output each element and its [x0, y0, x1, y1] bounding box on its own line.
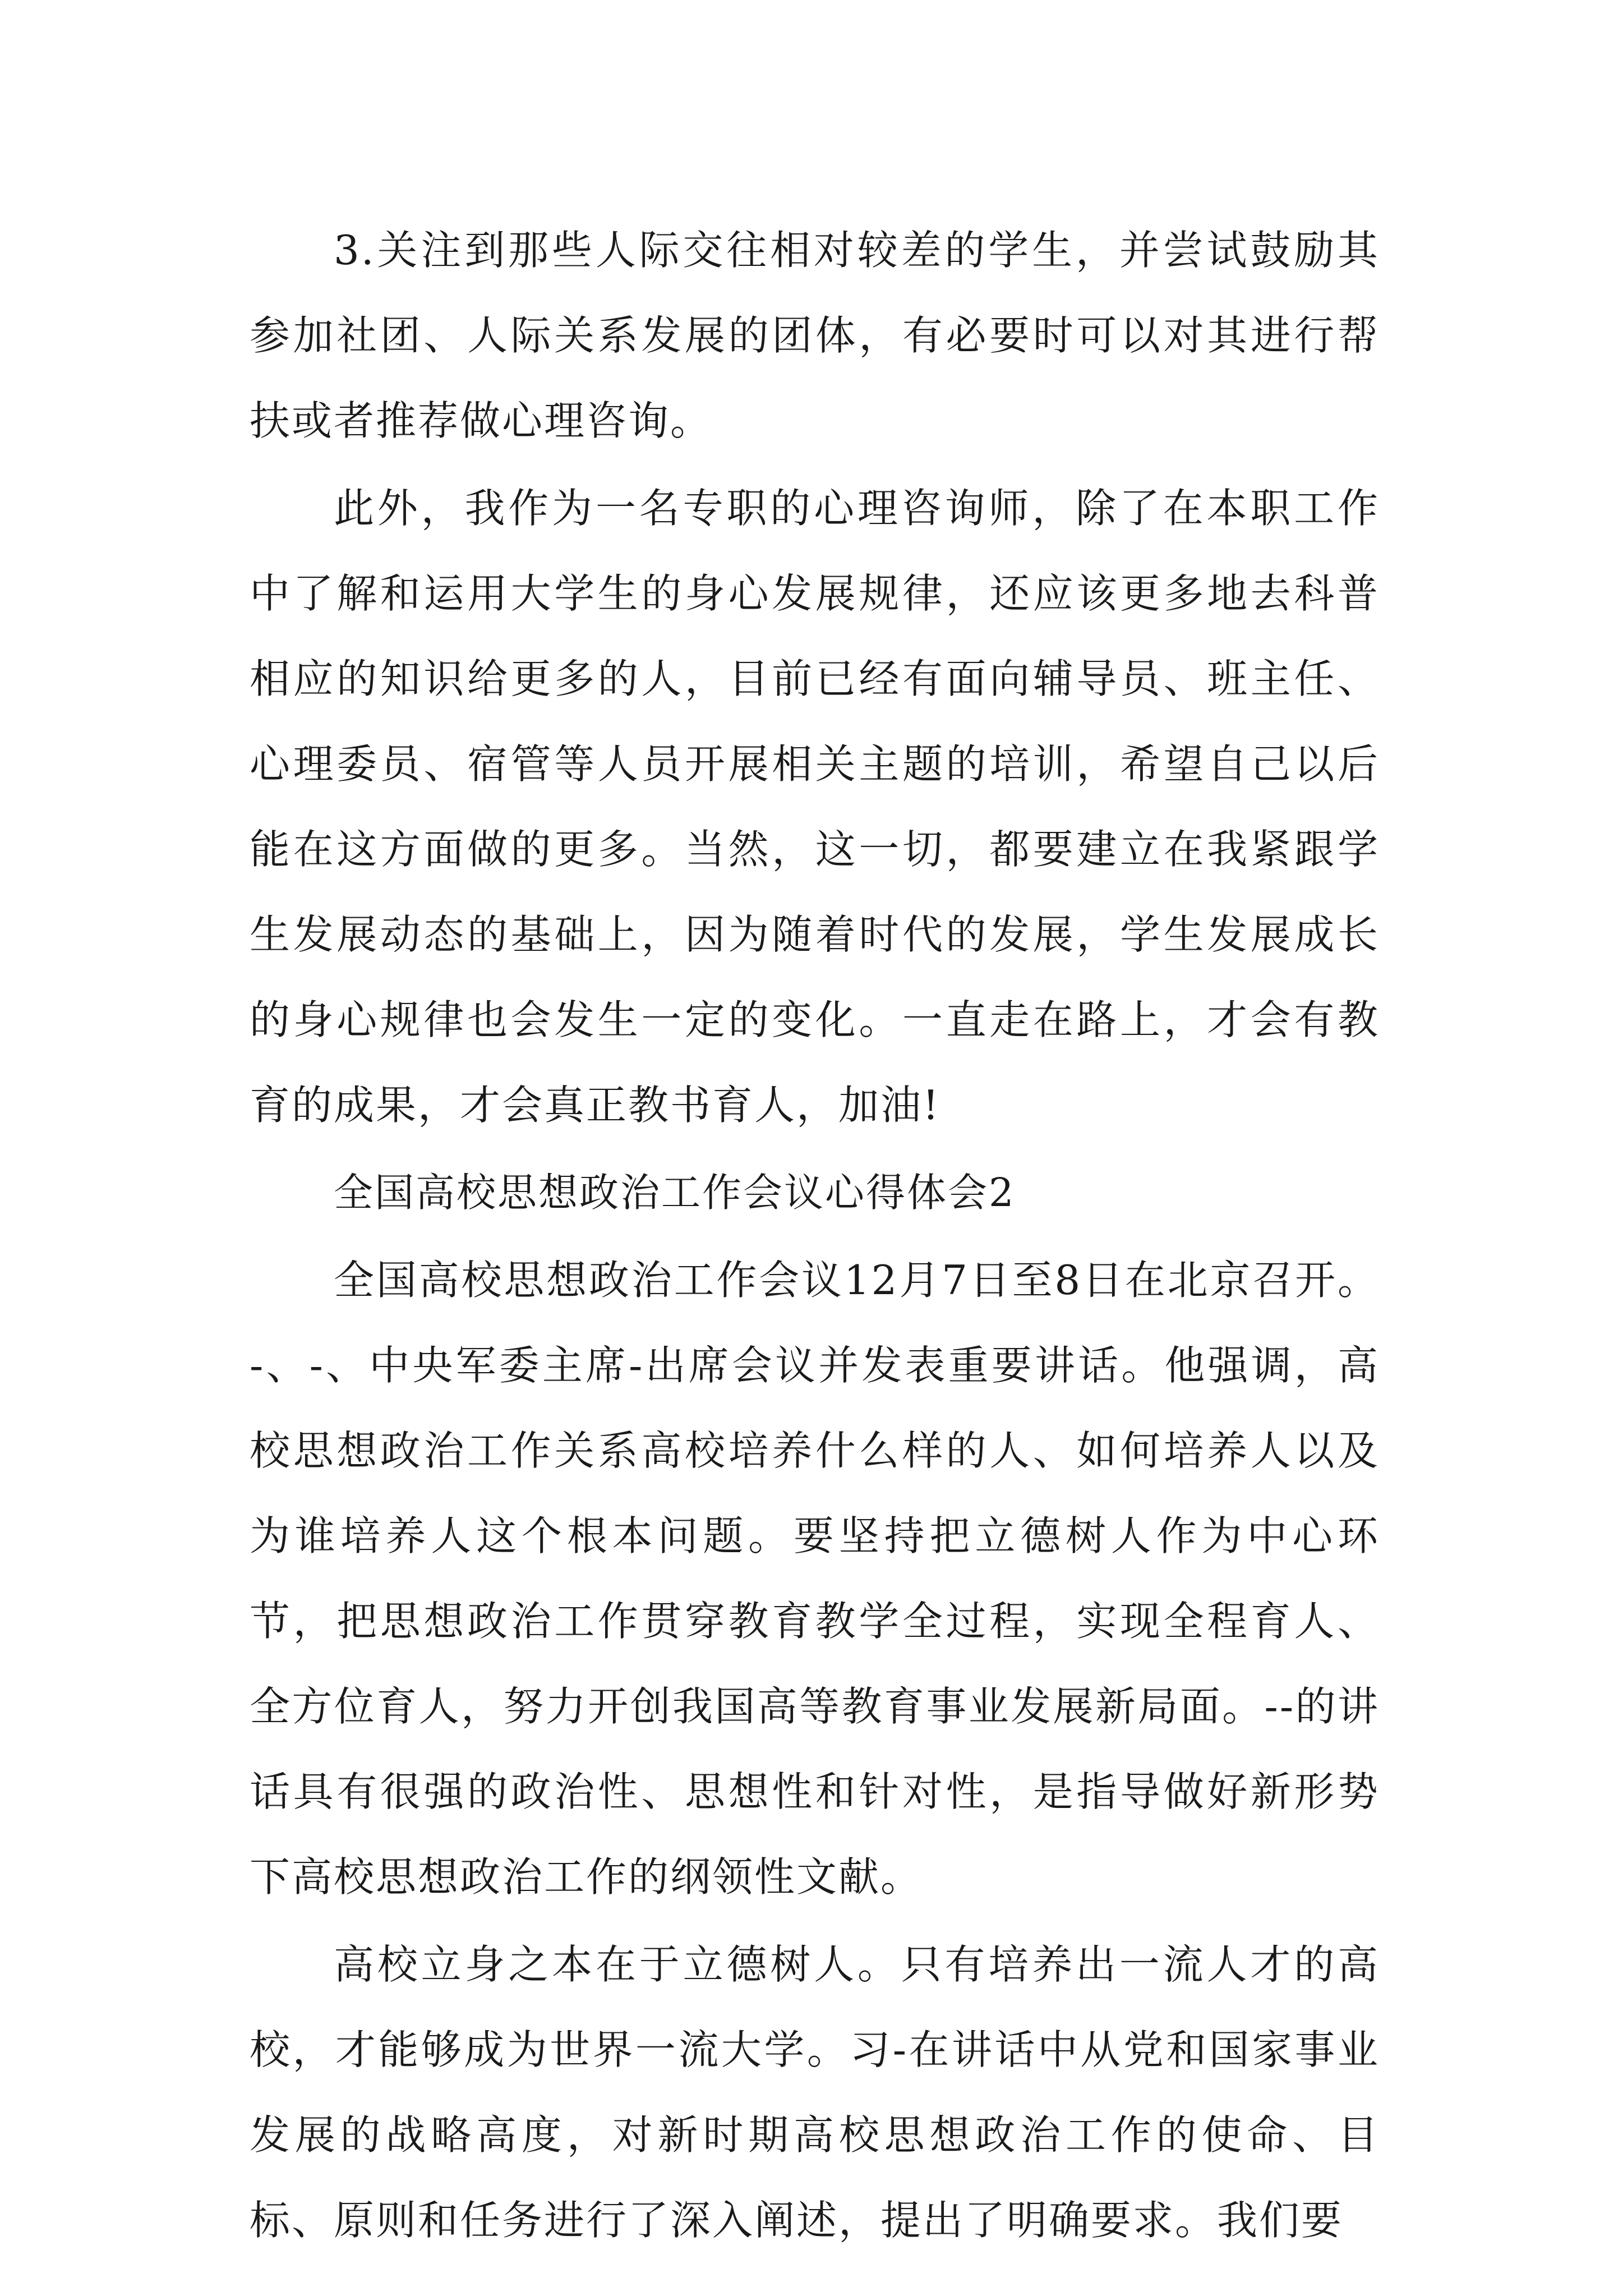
section-heading: 全国高校思想政治工作会议心得体会2 [334, 1170, 1016, 1216]
paragraph-counselor-role: 此外，我作为一名专职的心理咨询师，除了在本职工作中了解和运用大学生的身心发展规律，还应该更多地去科普相应的知识给更多的人，目前已经有面向辅导员、班主任、心理委员、宿管等人员开展相关主题的培训，希望自己以后能在这方面做的更多。当然，这一切，都要建立在我紧跟学生发展动态的基础上，因为随着时代的发展，学生发展成长的身心规律也会发生一定的变化。一直走在路上，才会有教育的成果，才会真正教书育人，加油! [250, 485, 1380, 1129]
document-body [250, 208, 1380, 2263]
paragraph-conference-intro: 全国高校思想政治工作会议12月7日至8日在北京召开。-、-、中央军委主席-出席会议并发表重要讲话。他强调，高校思想政治工作关系高校培养什么样的人、如何培养人以及为谁培养人这个根本问题。要坚持把立德树人作为中心环节，把思想政治工作贯穿教育教学全过程，实现全程育人、全方位育人，努力开创我国高等教育事业发展新局面。--的讲话具有很强的政治性、思想性和针对性，是指导做好新形势下高校思想政治工作的纲领性文献。 [250, 1257, 1380, 1901]
paragraph-moral-education: 高校立身之本在于立德树人。只有培养出一流人才的高校，才能够成为世界一流大学。习-在讲话中从党和国家事业发展的战略高度，对新时期高校思想政治工作的使命、目标、原则和任务进行了深入阐述，提出了明确要求。我们要 [250, 1941, 1380, 2244]
paragraph-item-3: 3.关注到那些人际交往相对较差的学生，并尝试鼓励其参加社团、人际关系发展的团体，有必要时可以对其进行帮扶或者推荐做心理咨询。 [250, 227, 1380, 444]
